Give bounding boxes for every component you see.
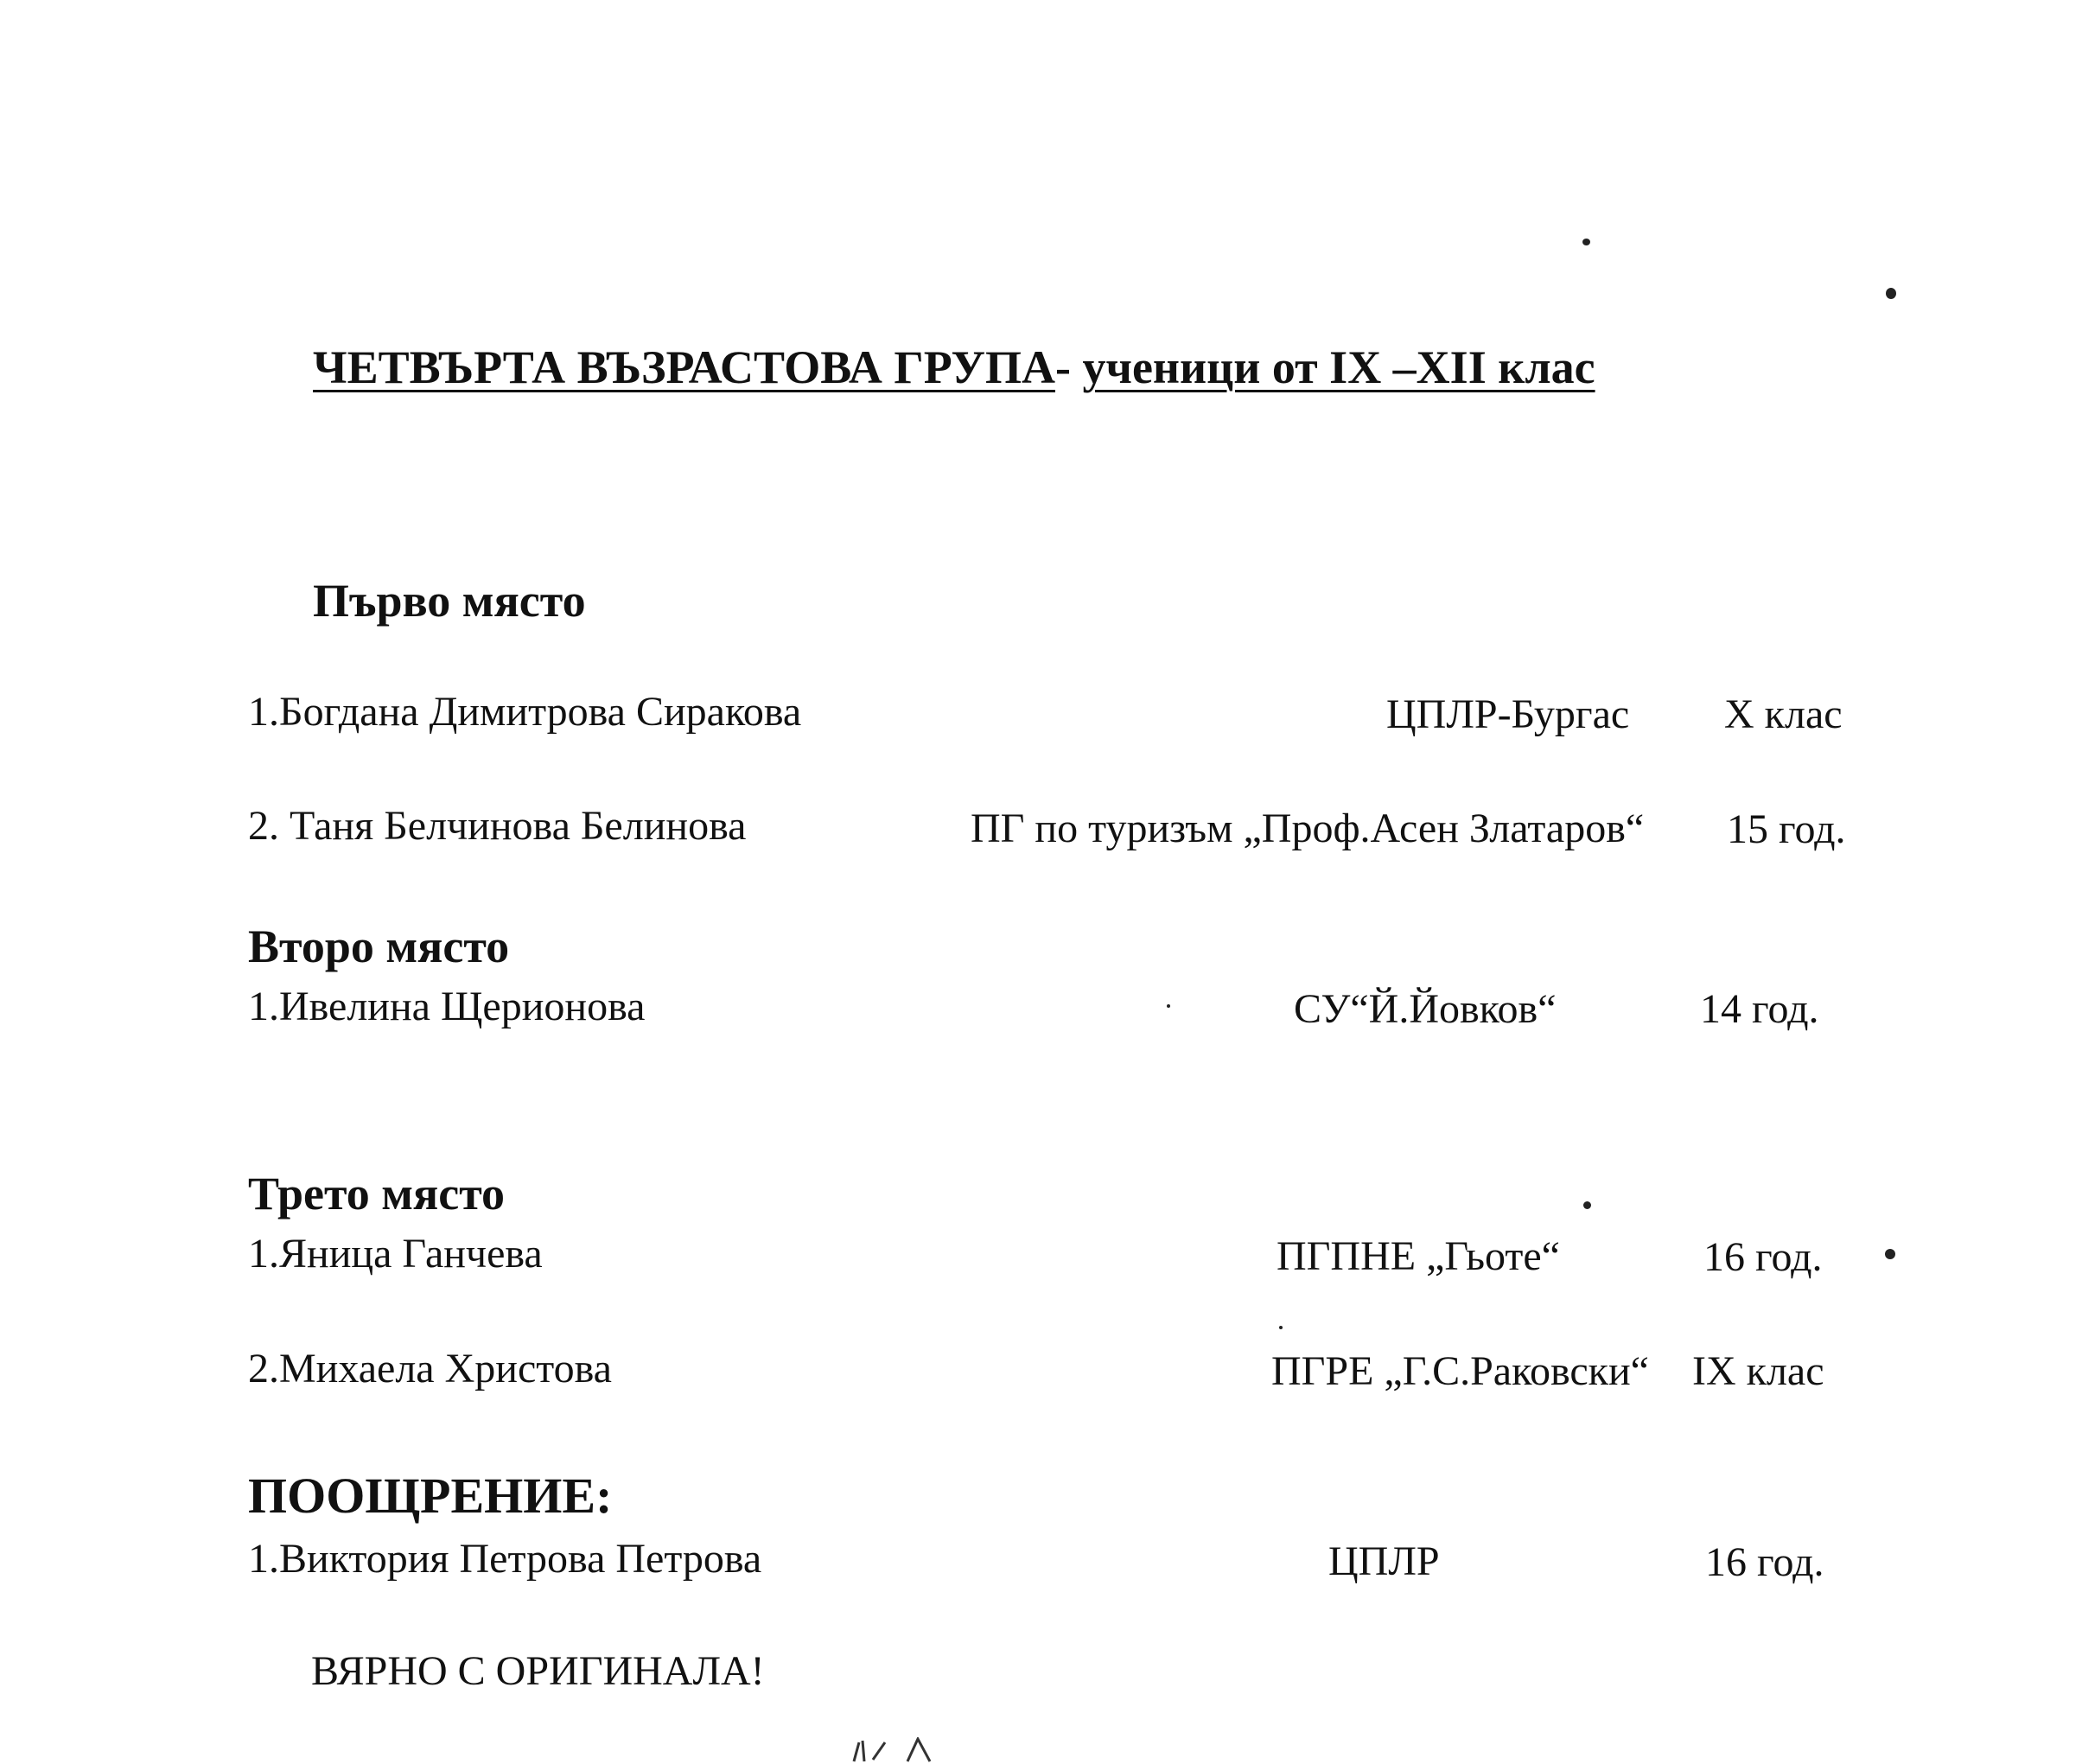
second-entry-1-school: СУ“Й.Йовков“ <box>1294 986 1557 1032</box>
title-grades: ученици от IX –XII клас <box>1082 341 1595 393</box>
document-title <box>313 341 1595 393</box>
scan-speck <box>1886 288 1896 299</box>
encouragement-entry-1-school: ЦПЛР <box>1328 1538 1440 1584</box>
certification-note: ВЯРНО С ОРИГИНАЛА! <box>311 1648 765 1694</box>
encouragement-entry-1-name: 1.Виктория Петрова Петрова <box>248 1536 762 1582</box>
scan-speck <box>1885 1249 1895 1259</box>
scan-speck <box>1583 1201 1591 1209</box>
first-entry-1-detail: X клас <box>1724 691 1843 737</box>
scan-speck <box>1582 239 1590 245</box>
heading-first-place: Първо място <box>313 575 586 627</box>
first-entry-2-name: 2. Таня Белчинова Белинова <box>248 803 747 849</box>
scan-speck <box>1167 1004 1170 1008</box>
third-entry-2-name: 2.Михаела Христова <box>248 1346 612 1391</box>
first-entry-1-school: ЦПЛР-Бургас <box>1386 691 1630 737</box>
third-entry-2-school: ПГРЕ „Г.С.Раковски“ <box>1271 1348 1649 1394</box>
encouragement-entry-1-detail: 16 год. <box>1705 1539 1824 1585</box>
title-dash: - <box>1055 341 1083 393</box>
first-entry-2-school: ПГ по туризъм „Проф.Асен Златаров“ <box>971 806 1645 851</box>
heading-third-place: Трето място <box>248 1168 506 1220</box>
heading-encouragement: ПООЩРЕНИЕ: <box>248 1468 613 1524</box>
title-group: ЧЕТВЪРТА ВЪЗРАСТОВА ГРУПА <box>313 341 1055 393</box>
scan-speck <box>1279 1326 1283 1329</box>
first-entry-2-detail: 15 год. <box>1727 806 1846 852</box>
first-entry-1-name: 1.Богдана Димитрова Сиракова <box>248 689 802 735</box>
third-entry-2-detail: IX клас <box>1692 1348 1824 1394</box>
heading-second-place: Второ място <box>248 920 510 972</box>
second-entry-1-name: 1.Ивелина Щерионова <box>248 984 646 1029</box>
third-entry-1-name: 1.Яница Ганчева <box>248 1231 543 1277</box>
third-entry-1-school: ПГПНЕ „Гьоте“ <box>1277 1233 1560 1279</box>
signature-fragment-icon <box>847 1737 968 1764</box>
third-entry-1-detail: 16 год. <box>1703 1234 1823 1280</box>
second-entry-1-detail: 14 год. <box>1700 986 1819 1032</box>
